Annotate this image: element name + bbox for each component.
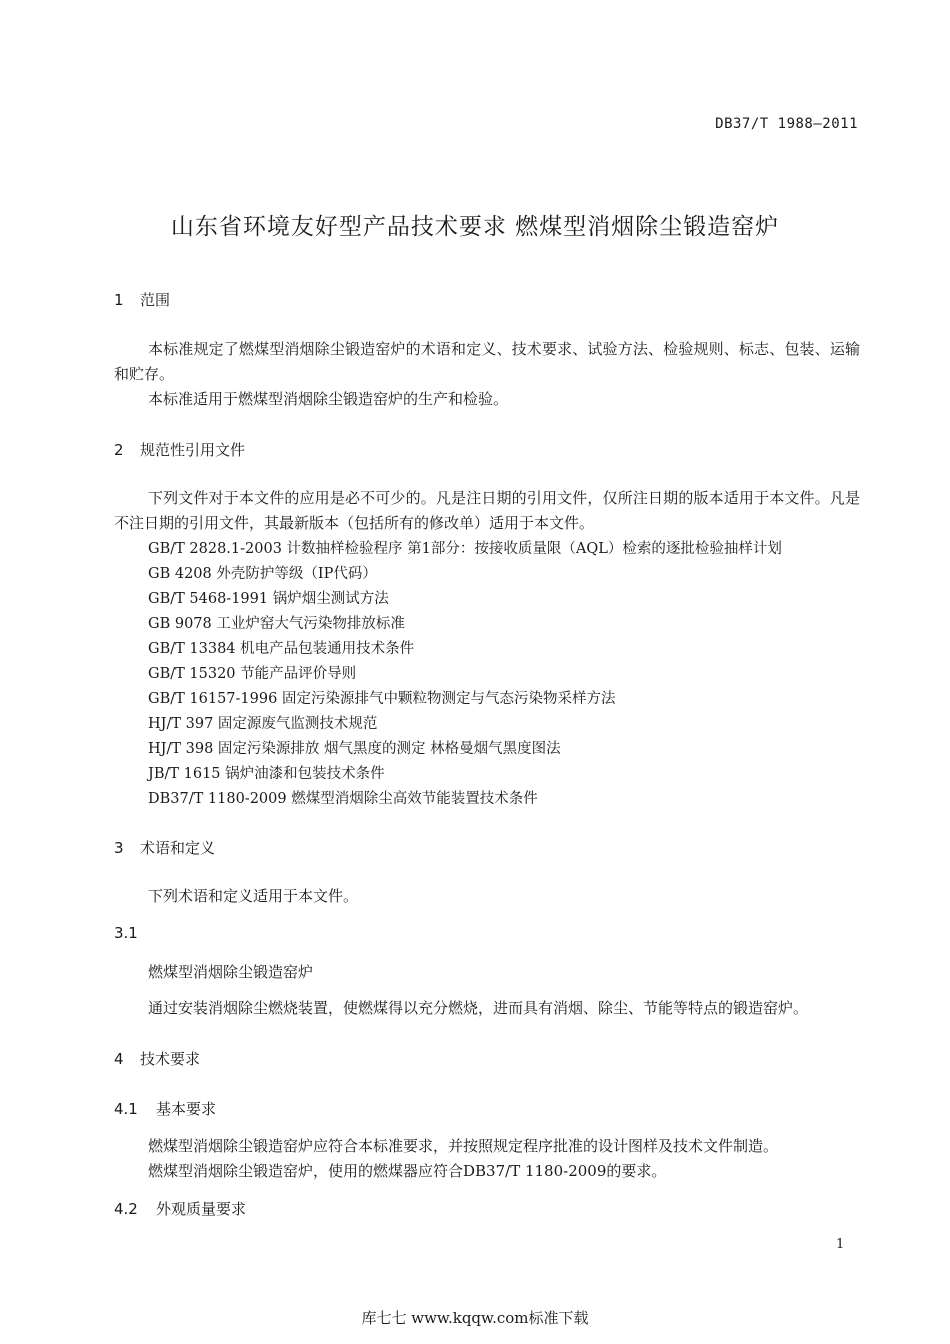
section-3-heading [114,837,215,858]
section-4-heading [114,1048,200,1069]
subsection-3-1-number: 3.1 [114,924,138,942]
section-1-paragraph-2: 本标准适用于燃煤型消烟除尘锻造窑炉的生产和检验。 [148,390,509,408]
subsection-title: 基本要求 [156,1100,217,1118]
section-number: 3 [114,839,124,857]
section-2-heading [114,439,245,460]
subsection-4-2-heading [114,1198,246,1219]
reference-item: GB 4208 外壳防护等级（IP代码） [148,566,377,582]
reference-item: GB 9078 工业炉窑大气污染物排放标准 [148,616,405,632]
section-1-paragraph-1: 本标准规定了燃煤型消烟除尘锻造窑炉的术语和定义、技术要求、试验方法、检验规则、标志、包装、运输和贮存。 [114,340,860,383]
subsection-number: 4.1 [114,1100,138,1118]
section-number: 1 [114,291,124,309]
reference-item: HJ/T 398 固定污染源排放 烟气黑度的测定 林格曼烟气黑度图法 [148,741,561,757]
section-title: 术语和定义 [140,839,216,857]
reference-item: HJ/T 397 固定源废气监测技术规范 [148,716,378,732]
reference-item: GB/T 2828.1-2003 计数抽样检验程序 第1部分：按接收质量限（AQL）检索的逐批检验抽样计划 [148,541,782,557]
term-definition: 通过安装消烟除尘燃烧装置，使燃煤得以充分燃烧，进而具有消烟、除尘、节能等特点的锻造窑炉。 [148,999,809,1017]
section-1-heading [114,289,170,310]
page-number: 1 [836,1237,845,1252]
section-title: 规范性引用文件 [140,441,246,459]
section-number: 2 [114,441,124,459]
subsection-title: 外观质量要求 [156,1200,247,1218]
subsection-number: 4.2 [114,1200,138,1218]
standard-code: DB37/T 1988—2011 [715,116,858,132]
reference-item: DB37/T 1180-2009 燃煤型消烟除尘高效节能装置技术条件 [148,791,538,807]
section-title: 范围 [140,291,171,309]
section-3-paragraph-1: 下列术语和定义适用于本文件。 [148,887,359,905]
subsection-4-1-paragraph-2: 燃煤型消烟除尘锻造窑炉，使用的燃煤器应符合DB37/T 1180-2009的要求。 [148,1162,667,1180]
section-title: 技术要求 [140,1050,201,1068]
reference-item: GB/T 5468-1991 锅炉烟尘测试方法 [148,591,389,607]
subsection-4-1-paragraph-1: 燃煤型消烟除尘锻造窑炉应符合本标准要求，并按照规定程序批准的设计图样及技术文件制造。 [148,1137,779,1155]
section-2-paragraph-1: 下列文件对于本文件的应用是必不可少的。凡是注日期的引用文件，仅所注日期的版本适用于本文件。凡是不注日期的引用文件，其最新版本（包括所有的修改单）适用于本文件。 [114,489,860,532]
reference-item: GB/T 13384 机电产品包装通用技术条件 [148,641,415,657]
section-number: 4 [114,1050,124,1068]
document-title: 山东省环境友好型产品技术要求 燃煤型消烟除尘锻造窑炉 [170,214,780,240]
footer-watermark: 库七七 www.kqqw.com标准下载 [361,1309,589,1327]
reference-item: GB/T 15320 节能产品评价导则 [148,666,357,682]
subsection-4-1-heading [114,1098,216,1119]
reference-item: JB/T 1615 锅炉油漆和包装技术条件 [148,766,385,782]
reference-item: GB/T 16157-1996 固定污染源排气中颗粒物测定与气态污染物采样方法 [148,691,616,707]
term-name: 燃煤型消烟除尘锻造窑炉 [148,963,314,981]
